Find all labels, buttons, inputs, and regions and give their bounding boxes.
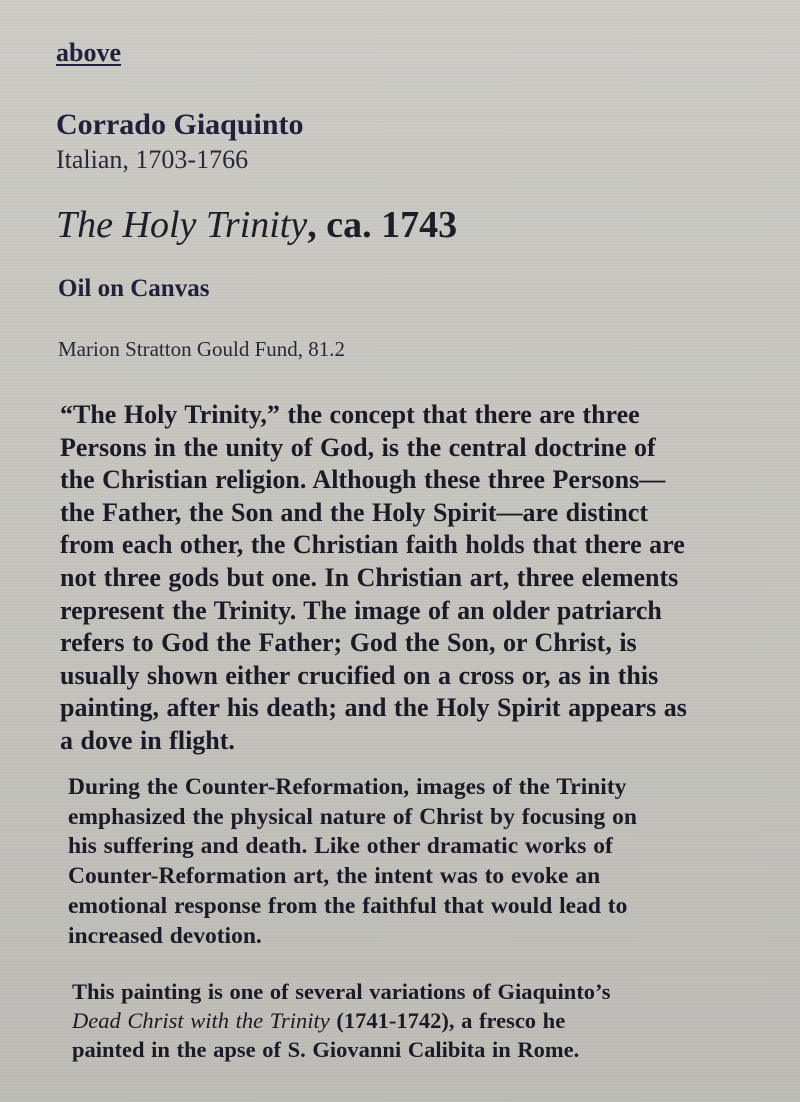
fresco-title: Dead Christ with the Trinity: [72, 1008, 330, 1033]
paragraph-line: painting, after his death; and the Holy Spirit appears as: [60, 693, 687, 723]
description-paragraph-1: [60, 399, 760, 758]
artwork-medium: Oil on Canvas: [58, 275, 210, 302]
paragraph-line: from each other, the Christian faith holds that there are: [60, 530, 685, 560]
paragraph-line: “The Holy Trinity,” the concept that there are three: [60, 400, 640, 429]
artwork-title-line: [56, 203, 457, 247]
paragraph-text: (1741-1742), a fresco he: [329, 1008, 566, 1033]
paragraph-line: refers to God the Father; God the Son, or Christ, is: [60, 628, 637, 658]
paragraph-line: increased devotion.: [68, 922, 262, 949]
paragraph-line: a dove in flight.: [60, 725, 235, 755]
artist-name: Corrado Giaquinto: [56, 108, 304, 141]
paragraph-line: not three gods but one. In Christian art, three elements: [60, 562, 679, 592]
paragraph-line: his suffering and death. Like other dramatic works of: [68, 833, 613, 860]
artwork-date: , ca. 1743: [307, 204, 458, 246]
paragraph-line: the Christian religion. Although these three Persons—: [60, 465, 666, 495]
credit-line: Marion Stratton Gould Fund, 81.2: [58, 337, 345, 361]
paragraph-line: represent the Trinity. The image of an older patriarch: [60, 595, 662, 625]
paragraph-line: During the Counter-Reformation, images of the Trinity: [68, 774, 627, 800]
paragraph-line: This painting is one of several variations of Giaquinto’s: [72, 979, 611, 1004]
paragraph-line: Counter-Reformation art, the intent was to evoke an: [68, 863, 601, 890]
paragraph-line: painted in the apse of S. Giovanni Calibita in Rome.: [72, 1037, 580, 1062]
description-paragraph-2: [68, 773, 768, 951]
artwork-title: The Holy Trinity: [56, 204, 308, 246]
paragraph-line: usually shown either crucified on a cross or, as in this: [60, 660, 659, 690]
above-link[interactable]: above: [56, 38, 121, 67]
artist-nationality: Italian, 1703-1766: [56, 145, 249, 174]
paragraph-line: emphasized the physical nature of Christ by focusing on: [68, 803, 638, 830]
paragraph-line: emotional response from the faithful that would lead to: [68, 892, 628, 919]
paragraph-line: Persons in the unity of God, is the central doctrine of: [60, 432, 656, 462]
paragraph-line: [72, 1006, 772, 1035]
description-paragraph-3: [72, 977, 772, 1064]
paragraph-line: the Father, the Son and the Holy Spirit—are distinct: [60, 497, 648, 527]
